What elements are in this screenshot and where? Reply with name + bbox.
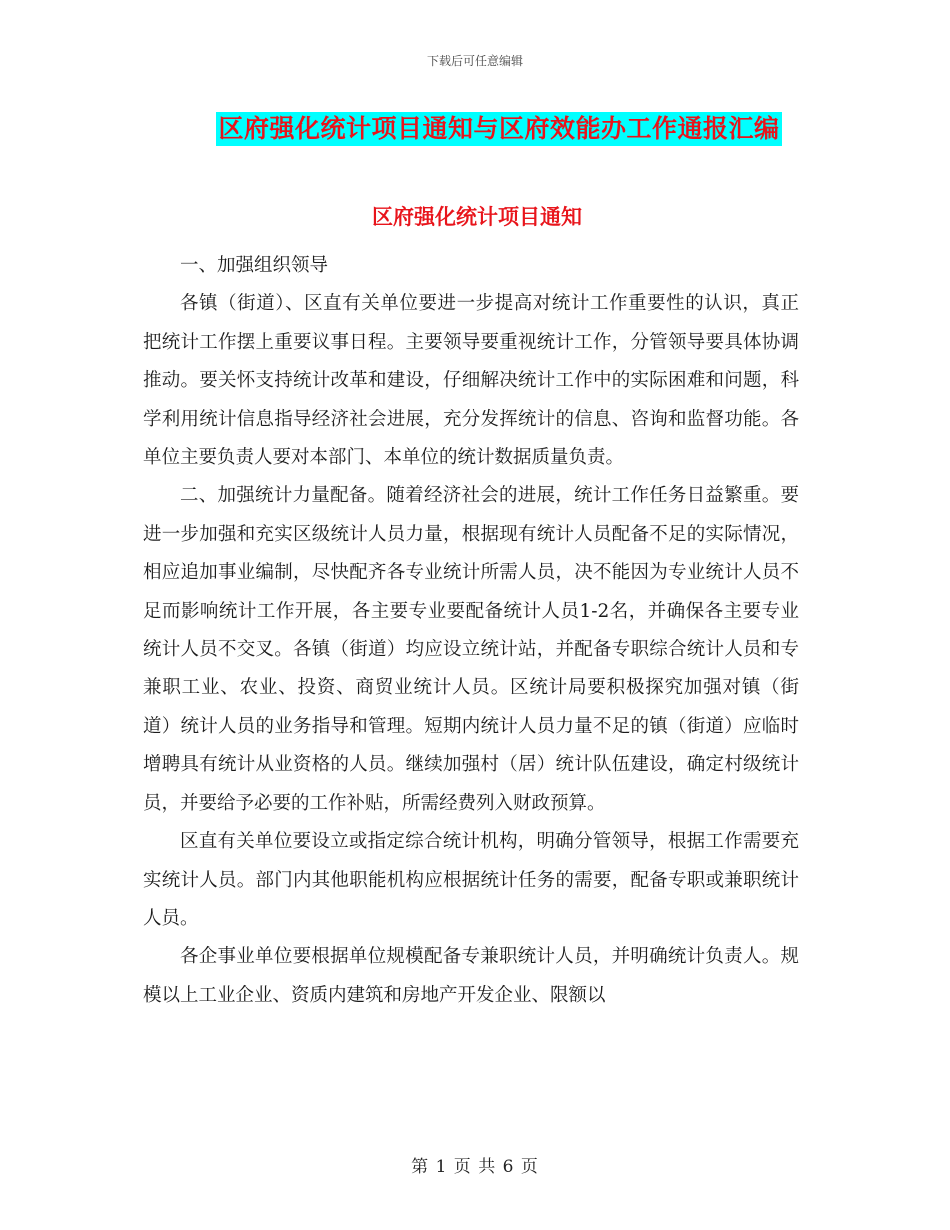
paragraph: 区直有关单位要设立或指定综合统计机构，明确分管领导，根据工作需要充实统计人员。部门内其他职能机构应根据统计任务的需要，配备专职或兼职统计人员。: [143, 831, 799, 929]
paragraph-heading-1: 一、加强组织领导: [180, 255, 329, 276]
document-body: [143, 247, 799, 1015]
download-note: 下载后可任意编辑: [426, 54, 523, 68]
paragraph: 二、加强统计力量配备。随着经济社会的进展，统计工作任务日益繁重。要进一步加强和充实区级统计人员力量，根据现有统计人员配备不足的实际情况，相应追加事业编制，尽快配齐各专业统计所需人员，决不能因为专业统计人员不足而影响统计工作开展，各主要专业要配备统计人员1-2名，并确保各主要专业统计人员不交叉。各镇（街道）均应设立统计站，并配备专职综合统计人员和专兼职工业、农业、投资、商贸业统计人员。区统计局要积极探究加强对镇（街道）统计人员的业务指导和管理。短期内统计人员力量不足的镇（街道）应临时增聘具有统计从业资格的人员。继续加强村（居）统计队伍建设，确定村级统计员，并要给予必要的工作补贴，所需经费列入财政预算。: [143, 485, 799, 814]
main-title-container: [0, 112, 950, 146]
paragraph: 各镇（街道）、区直有关单位要进一步提高对统计工作重要性的认识，真正把统计工作摆上重要议事日程。主要领导要重视统计工作，分管领导要具体协调推动。要关怀支持统计改革和建设，仔细解决统计工作中的实际困难和问题，科学利用统计信息指导经济社会进展，充分发挥统计的信息、咨询和监督功能。各单位主要负责人要对本部门、本单位的统计数据质量负责。: [143, 293, 799, 469]
section-title: 区府强化统计项目通知: [372, 205, 582, 229]
main-title: 区府强化统计项目通知与区府效能办工作通报汇编: [216, 112, 781, 146]
page-number: 第 1 页 共 6 页: [411, 1157, 539, 1177]
paragraph: 各企事业单位要根据单位规模配备专兼职统计人员，并明确统计负责人。规模以上工业企业、资质内建筑和房地产开发企业、限额以: [143, 946, 799, 1006]
